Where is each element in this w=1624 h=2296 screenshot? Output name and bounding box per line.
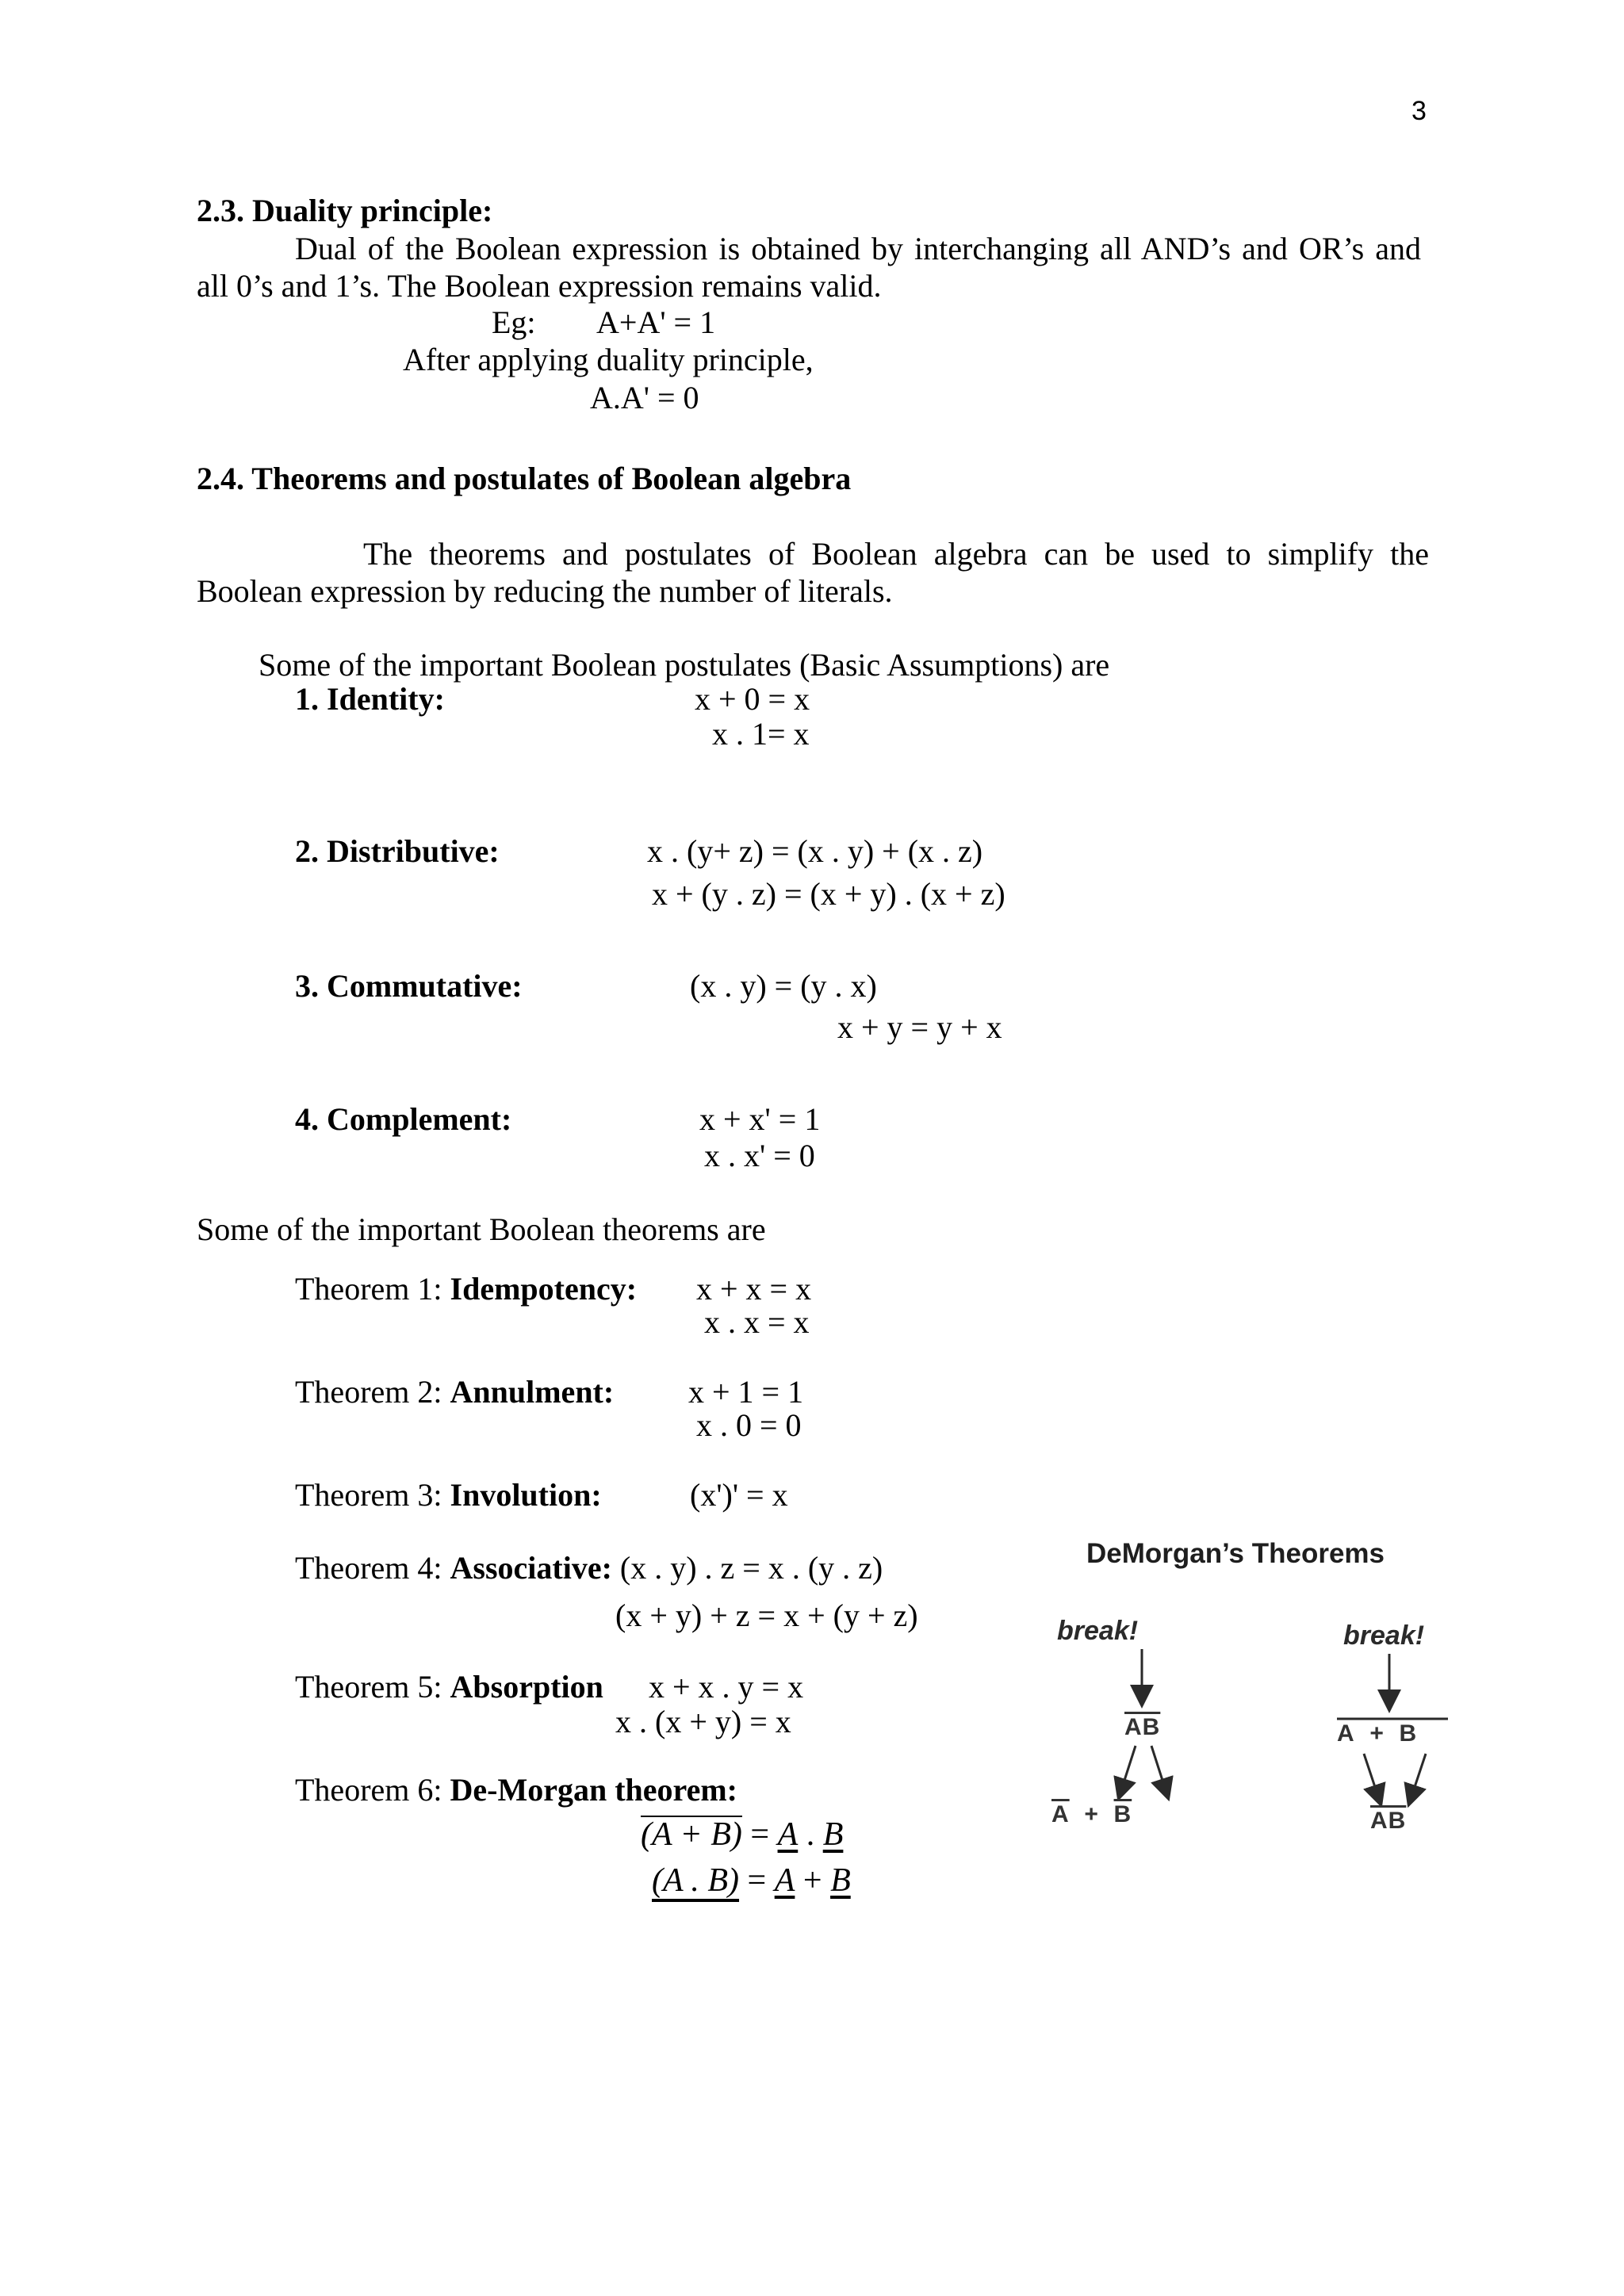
demorgan-eq1-b: B [822,1816,844,1853]
theorem-4-label [295,1549,883,1587]
theorem-5-eq2: x . (x + y) = x [615,1704,791,1739]
theorem-6-label [295,1771,737,1809]
theorem-5-prefix: Theorem 5: [295,1669,450,1705]
demorgan-figure-arrows [1031,1538,1491,1887]
right-top-b: B [1399,1720,1418,1747]
figure-title: DeMorgan’s Theorems [1086,1538,1385,1569]
theorems-list-intro: Some of the important Boolean theorems are [197,1211,766,1247]
right-join-arrow-b [1411,1754,1426,1797]
duality-eg-expression: A+A' = 1 [596,304,716,340]
duality-after-text: After applying duality principle, [403,342,814,377]
theorem-5-eq1: x + x . y = x [649,1669,804,1705]
theorem-1-name: Idempotency: [450,1271,638,1307]
theorem-1-eq2: x . x = x [704,1304,810,1340]
right-top-expression [1337,1720,1417,1747]
theorem-5-label [295,1668,603,1706]
postulate-commutative-eq1: (x . y) = (y . x) [690,968,877,1004]
postulate-identity-eq2: x . 1= x [712,716,810,752]
left-bottom-expression [1051,1801,1132,1828]
theorems-intro-line2: Boolean expression by reducing the number of literals. [197,573,893,609]
theorem-2-eq1: x + 1 = 1 [688,1374,804,1410]
postulate-complement-eq1: x + x' = 1 [699,1101,821,1137]
theorem-5-name: Absorption [450,1669,603,1705]
demorgan-equation-2 [652,1862,851,1900]
theorem-1-prefix: Theorem 1: [295,1271,450,1307]
duality-text-line1: Dual of the Boolean expression is obtained by interchanging all AND’s and OR’s and [295,231,1421,266]
right-join-arrow-a [1364,1754,1378,1797]
right-break-label: break! [1343,1621,1425,1651]
theorem-2-name: Annulment: [450,1374,615,1410]
theorems-intro-line1: The theorems and postulates of Boolean algebra can be used to simplify the [363,536,1429,572]
theorem-3-eq1: (x')' = x [690,1477,788,1513]
postulate-distributive-label: 2. Distributive: [295,833,500,869]
demorgan-equation-1 [641,1816,843,1854]
demorgan-eq2-b: B [830,1862,851,1899]
left-bottom-b: $\overline{B}$ [1113,1801,1132,1827]
theorem-6-prefix: Theorem 6: [295,1772,450,1808]
section-heading-duality: 2.3. Duality principle: [197,193,493,228]
page-number: 3 [1411,96,1427,126]
demorgan-eq2-a: A [774,1862,795,1899]
demorgan-eq2-op: + [795,1862,831,1899]
postulate-identity-eq1: x + 0 = x [695,681,810,717]
theorem-4-eq2: (x + y) + z = x + (y + z) [615,1598,918,1633]
duality-result: A.A' = 0 [590,380,699,415]
theorem-1-label [295,1270,637,1308]
demorgan-eq1-equals: = [741,1816,778,1853]
demorgan-eq1-left: (A + B) [641,1816,742,1853]
demorgan-eq2-equals: = [739,1862,775,1899]
section-heading-theorems: 2.4. Theorems and postulates of Boolean algebra [197,461,852,496]
duality-text-line2: all 0’s and 1’s. The Boolean expression remains valid. [197,268,882,304]
theorem-6-name: De-Morgan theorem: [450,1772,737,1808]
postulate-complement-label: 4. Complement: [295,1101,512,1137]
demorgan-eq2-left: (A . B) [652,1862,740,1899]
left-bottom-op: + [1084,1801,1099,1827]
left-split-arrow-b [1151,1746,1166,1790]
theorem-3-name: Involution: [450,1477,602,1513]
postulates-intro: Some of the important Boolean postulates (Basic Assumptions) are [259,647,1110,683]
postulate-distributive-eq1: x . (y+ z) = (x . y) + (x . z) [647,833,983,869]
postulate-commutative-eq2: x + y = y + x [837,1009,1002,1045]
duality-eg-label: Eg: [492,304,536,340]
postulate-identity-label: 1. Identity: [295,681,445,717]
demorgan-figure [1031,1538,1491,1887]
left-split-arrow-a [1121,1746,1136,1790]
theorem-4-name: Associative: [450,1550,612,1586]
theorem-4-prefix: Theorem 4: [295,1550,450,1586]
right-bottom-expression: $\overline{AB}$ [1370,1808,1407,1834]
theorem-2-prefix: Theorem 2: [295,1374,450,1410]
left-top-expression: $\overline{AB}$ [1124,1714,1161,1740]
right-top-op: + [1369,1720,1385,1747]
demorgan-eq1-a: A [777,1816,799,1853]
postulate-distributive-eq2: x + (y . z) = (x + y) . (x + z) [652,876,1005,912]
right-top-a: A [1337,1720,1355,1747]
theorem-3-label [295,1476,602,1514]
theorem-3-prefix: Theorem 3: [295,1477,450,1513]
theorem-2-eq2: x . 0 = 0 [696,1407,802,1443]
theorem-1-eq1: x + x = x [696,1271,812,1307]
postulate-complement-eq2: x . x' = 0 [704,1138,815,1173]
postulate-commutative-label: 3. Commutative: [295,968,523,1004]
theorem-4-eq1: (x . y) . z = x . (y . z) [619,1550,883,1586]
demorgan-eq1-op: . [798,1816,823,1853]
theorem-2-label [295,1373,614,1411]
left-break-label: break! [1057,1616,1139,1646]
left-bottom-a: $\overline{A}$ [1051,1801,1070,1827]
